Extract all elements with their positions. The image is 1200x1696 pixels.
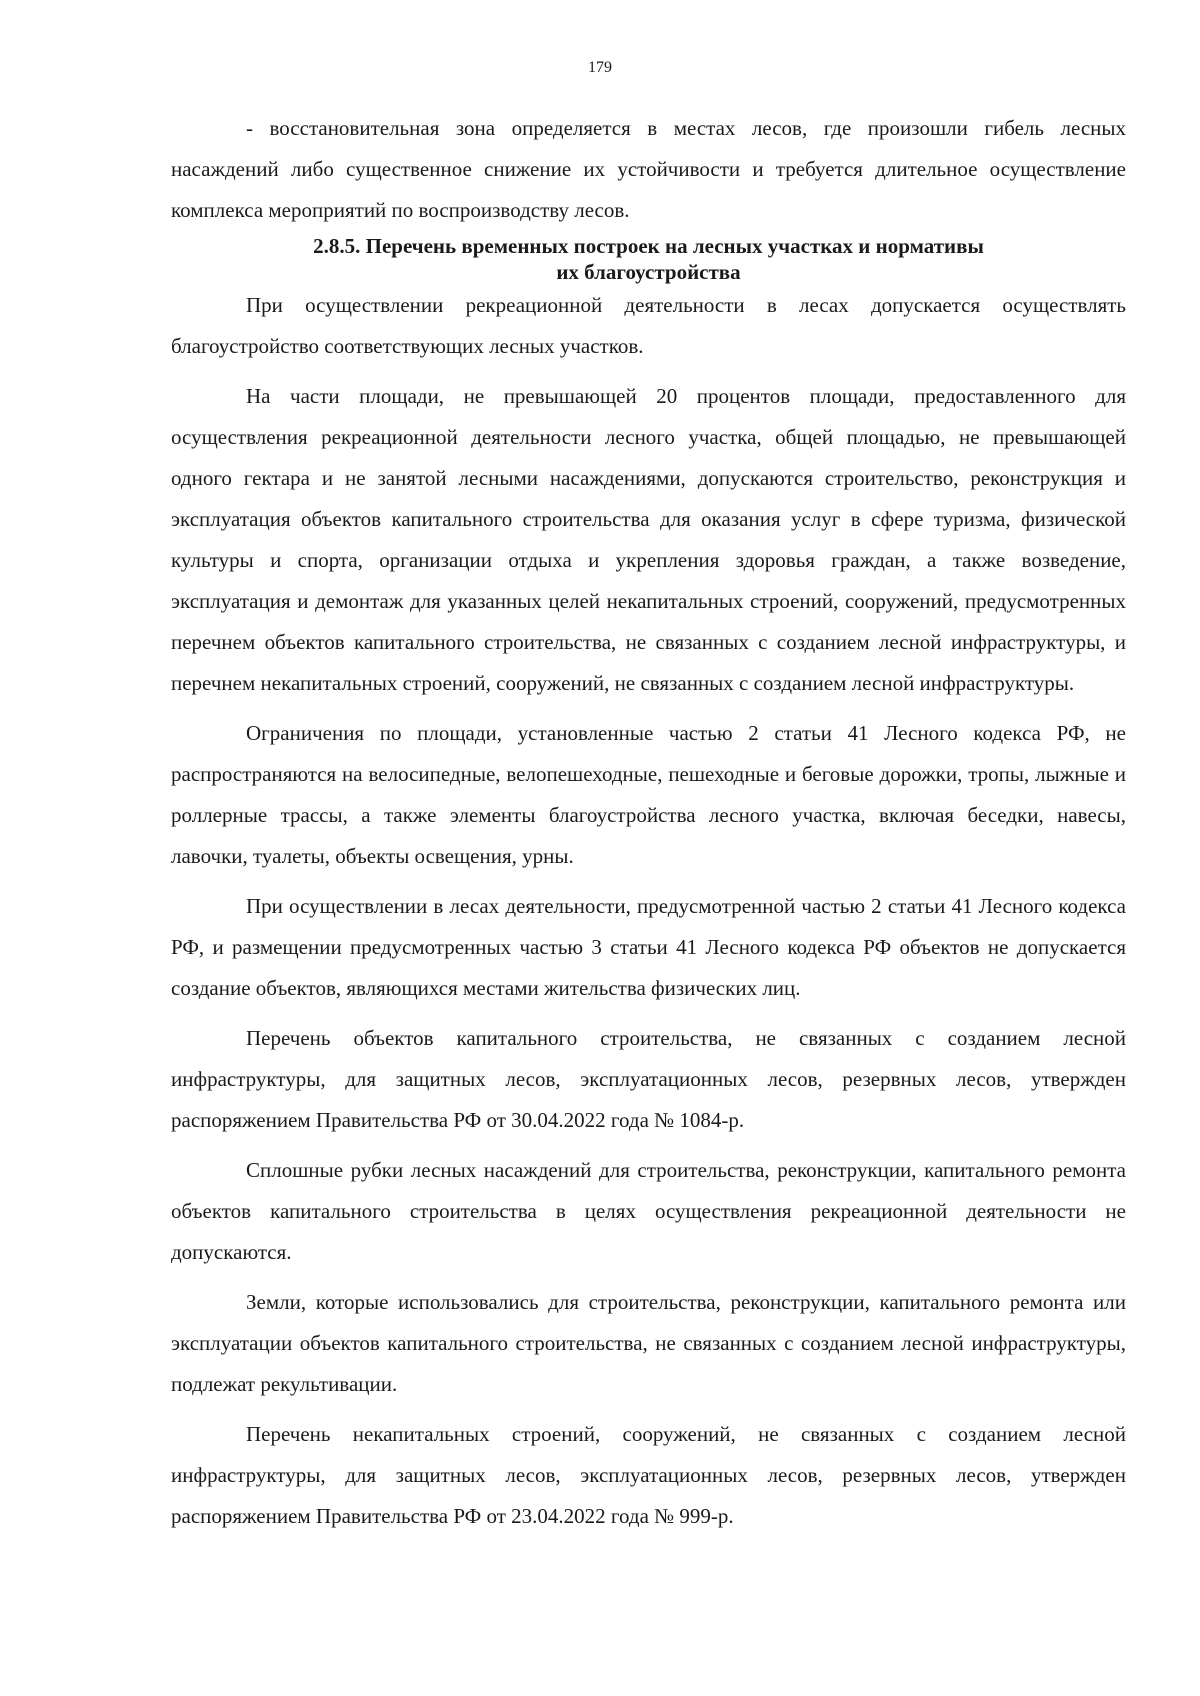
paragraph-land-recultivation: Земли, которые использовались для строительства, реконструкции, капитального ремонта или эксплуатации объектов капитального строительства, не связанных с созданием лесной инфраструктуры, подлежат рекультивации.: [171, 1290, 1126, 1396]
section-heading-line-1: 2.8.5. Перечень временных построек на лесных участках и нормативы: [313, 234, 984, 258]
section-heading: [171, 233, 1126, 285]
paragraph-area-limit: На части площади, не превышающей 20 процентов площади, предоставленного для осуществления рекреационной деятельности лесного участка, общей площадью, не превышающей одного гектара и не занятой лесными насаждениями, допускаются строительство, реконструкция и эксплуатация объектов капитального строительства для оказания услуг в сфере туризма, физической культуры и спорта, организации отдыха и укрепления здоровья граждан, а также возведение, эксплуатация и демонтаж для указанных целей некапитальных строений, сооружений, предусмотренных перечнем объектов капитального строительства, не связанных с созданием лесной инфраструктуры, и перечнем некапитальных строений, сооружений, не связанных с созданием лесной инфраструктуры.: [171, 384, 1126, 695]
paragraph-residence-prohibition: При осуществлении в лесах деятельности, предусмотренной частью 2 статьи 41 Лесного кодекса РФ, и размещении предусмотренных частью 3 статьи 41 Лесного кодекса РФ объектов не допускается создание объектов, являющихся местами жительства физических лиц.: [171, 894, 1126, 1000]
page-number: 179: [588, 59, 612, 76]
intro-paragraph: - восстановительная зона определяется в местах лесов, где произошли гибель лесных насаждений либо существенное снижение их устойчивости и требуется длительное осуществление комплекса мероприятий по воспроизводству лесов.: [171, 116, 1126, 222]
section-heading-line-2: их благоустройства: [556, 260, 741, 284]
paragraph-area-restrictions: Ограничения по площади, установленные частью 2 статьи 41 Лесного кодекса РФ, не распространяются на велосипедные, велопешеходные, пешеходные и беговые дорожки, тропы, лыжные и роллерные трассы, а также элементы благоустройства лесного участка, включая беседки, навесы, лавочки, туалеты, объекты освещения, урны.: [171, 721, 1126, 868]
paragraph-capital-objects-list: Перечень объектов капитального строительства, не связанных с созданием лесной инфраструктуры, для защитных лесов, эксплуатационных лесов, резервных лесов, утвержден распоряжением Правительства РФ от 30.04.2022 года № 1084-р.: [171, 1026, 1126, 1132]
paragraph-noncapital-objects-list: Перечень некапитальных строений, сооружений, не связанных с созданием лесной инфраструктуры, для защитных лесов, эксплуатационных лесов, резервных лесов, утвержден распоряжением Правительства РФ от 23.04.2022 года № 999-р.: [171, 1422, 1126, 1528]
paragraph-clearcut-prohibition: Сплошные рубки лесных насаждений для строительства, реконструкции, капитального ремонта объектов капитального строительства в целях осуществления рекреационной деятельности не допускаются.: [171, 1158, 1126, 1264]
paragraph-recreation-improvement: При осуществлении рекреационной деятельности в лесах допускается осуществлять благоустройство соответствующих лесных участков.: [171, 293, 1126, 358]
document-body: [171, 108, 1126, 1537]
